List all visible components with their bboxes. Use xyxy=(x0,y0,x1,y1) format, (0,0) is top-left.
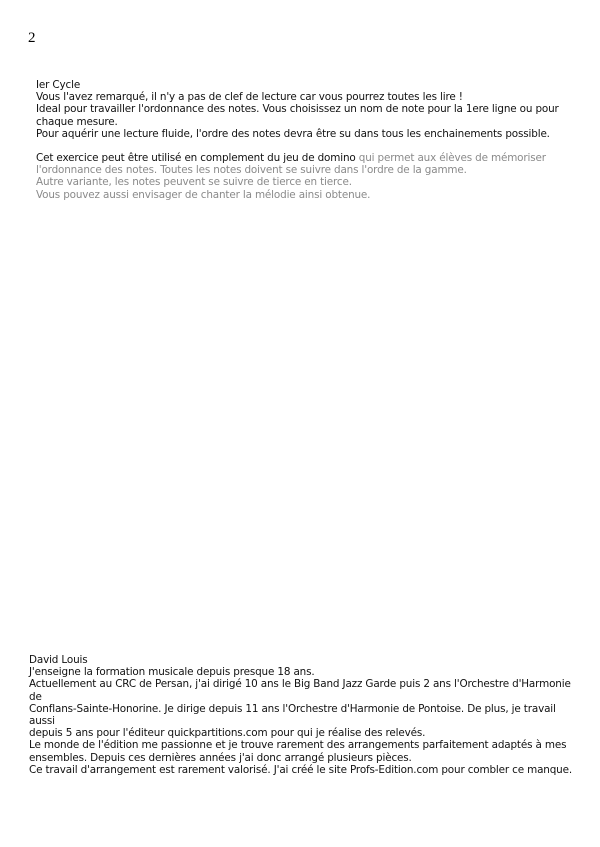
exercise-line xyxy=(36,152,581,164)
exercise-intro: Cet exercice peut être utilisé en complement du jeu de domino xyxy=(36,152,356,165)
author-name: David Louis xyxy=(29,654,88,666)
cycle-line: chaque mesure. xyxy=(36,115,118,128)
cycle-title: Ier Cycle xyxy=(36,79,81,91)
author-line: J'enseigne la formation musicale depuis presque 18 ans. xyxy=(29,666,315,679)
exercise-gray-line: Autre variante, les notes peuvent se suivre de tierce en tierce. xyxy=(36,176,352,189)
paragraph-gap xyxy=(36,140,581,152)
author-line: Ce travail d'arrangement est rarement valorisé. J'ai créé le site Profs-Edition.com pour combler ce manque. xyxy=(29,763,573,776)
cycle-line: Vous l'avez remarqué, il n'y a pas de clef de lecture car vous pourrez toutes les lire ! xyxy=(36,91,463,104)
cycle-section xyxy=(36,79,581,201)
exercise-gray-line: Vous pouvez aussi envisager de chanter la mélodie ainsi obtenue. xyxy=(36,188,371,201)
exercise-gray-line: l'ordonnance des notes. Toutes les notes doivent se suivre dans l'ordre de la gamme. xyxy=(36,164,467,177)
author-section xyxy=(29,654,584,776)
author-line: Conflans-Sainte-Honorine. Je dirige depuis 11 ans l'Orchestre d'Harmonie de Pontoise. De plus, je travail aussi xyxy=(29,702,556,728)
page-number: 2 xyxy=(28,30,36,46)
cycle-line: Ideal pour travailler l'ordonnance des notes. Vous choisissez un nom de note pour la 1ere ligne ou pour xyxy=(36,103,559,116)
author-line: ensembles. Depuis ces dernières années j'ai donc arrangé plusieurs pièces. xyxy=(29,751,412,764)
author-line: Actuellement au CRC de Persan, j'ai dirigé 10 ans le Big Band Jazz Garde puis 2 ans l'Orchestre d'Harmonie de xyxy=(29,678,571,703)
author-line: depuis 5 ans pour l'éditeur quickpartitions.com pour qui je réalise des relevés. xyxy=(29,727,426,740)
cycle-line: Pour aquérir une lecture fluide, l'ordre des notes devra être su dans tous les enchainements possible. xyxy=(36,127,550,140)
author-line: Le monde de l'édition me passionne et je trouve rarement des arrangements parfaitement adaptés à mes xyxy=(29,739,567,752)
exercise-intro-gray: qui permet aux élèves de mémoriser xyxy=(355,152,546,165)
